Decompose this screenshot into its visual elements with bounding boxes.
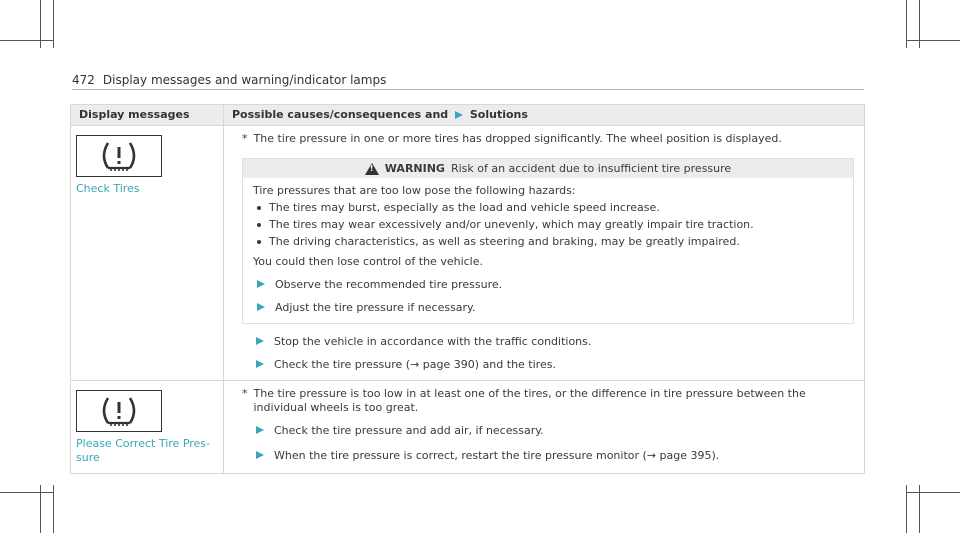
- warning-triangle-icon: [365, 163, 379, 175]
- solution-step: [242, 358, 856, 372]
- step-text: Check the tire pressure (→ page 390) and the tires.: [274, 358, 556, 371]
- header-divider: [72, 89, 864, 90]
- step-arrow-icon: [257, 280, 265, 288]
- list-item: [253, 201, 843, 215]
- step-arrow-icon: [256, 451, 264, 459]
- step-arrow-icon: [256, 426, 264, 434]
- warning-body: [243, 178, 853, 323]
- step-text: Adjust the tire pressure if necessary.: [275, 301, 476, 314]
- bullet-icon: [257, 206, 261, 210]
- warning-intro: Tire pressures that are too low pose the following hazards:: [253, 184, 576, 197]
- lamp-cell: [71, 381, 224, 474]
- lamp-label-line: sure: [76, 451, 100, 464]
- cause-text: The tire pressure in one or more tires has dropped significantly. The wheel position is displayed.: [253, 132, 782, 145]
- step-arrow-icon: [256, 337, 264, 345]
- warning-outro: You could then lose control of the vehicle.: [253, 255, 483, 268]
- causes-cell: [224, 126, 865, 381]
- col-header-causes-text: Possible causes/consequences and: [232, 108, 449, 121]
- crop-mark: [0, 40, 54, 41]
- list-item: [253, 235, 843, 249]
- page-title: Display messages and warning/indicator lamps: [102, 73, 387, 87]
- cause-marker: *: [242, 387, 248, 400]
- cause-line: [242, 387, 856, 415]
- crop-mark: [906, 40, 960, 41]
- tire-pressure-warning-icon: [76, 135, 162, 177]
- warning-subtitle: Risk of an accident due to insufficient tire pressure: [450, 162, 732, 175]
- col-header-display-messages: Display messages: [71, 105, 224, 126]
- warning-header: [243, 159, 853, 178]
- causes-cell: [224, 381, 865, 474]
- lamp-label-correct-tire-pressure: [76, 437, 218, 465]
- warning-step: [253, 278, 843, 292]
- bullet-text: The driving characteristics, as well as steering and braking, may be greatly impaired.: [269, 235, 740, 248]
- cause-text: The tire pressure is too low in at least one of the tires, or the difference in tire pressure between the individual wheels is too great.: [253, 387, 806, 414]
- page-header: [72, 73, 386, 87]
- warning-box: [242, 158, 854, 324]
- step-text: Observe the recommended tire pressure.: [275, 278, 503, 291]
- step-arrow-icon: [257, 303, 265, 311]
- cause-line: [242, 132, 856, 146]
- step-text: Stop the vehicle in accordance with the traffic conditions.: [274, 335, 592, 348]
- bullet-text: The tires may wear excessively and/or unevenly, which may greatly impair tire traction.: [269, 218, 754, 231]
- table-row: [71, 381, 865, 474]
- step-text: Check the tire pressure and add air, if necessary.: [274, 424, 544, 437]
- bullet-text: The tires may burst, especially as the load and vehicle speed increase.: [269, 201, 660, 214]
- tire-pressure-warning-icon: [76, 390, 162, 432]
- list-item: [253, 218, 843, 232]
- solution-step: [242, 424, 856, 438]
- step-text: When the tire pressure is correct, restart the tire pressure monitor (→ page 395).: [274, 449, 720, 462]
- lamp-label-line: Please Correct Tire Pres-: [76, 437, 211, 450]
- bullet-icon: [257, 240, 261, 244]
- warning-step: [253, 301, 843, 315]
- col-header-solutions-text: Solutions: [469, 108, 528, 121]
- lamp-cell: [71, 126, 224, 381]
- step-arrow-icon: [256, 360, 264, 368]
- display-messages-table: [70, 104, 865, 474]
- cause-marker: *: [242, 132, 248, 145]
- solution-step: [242, 449, 856, 463]
- table-row: [71, 126, 865, 381]
- lamp-label-check-tires: Check Tires: [76, 182, 140, 195]
- crop-mark: [906, 492, 960, 493]
- solution-arrow-icon: [455, 111, 463, 119]
- page-number: 472: [72, 73, 95, 87]
- solution-step: [242, 335, 856, 349]
- bullet-icon: [257, 223, 261, 227]
- warning-title: WARNING: [384, 162, 445, 175]
- crop-mark: [0, 492, 54, 493]
- col-header-causes: [224, 105, 865, 126]
- table-header-row: [71, 105, 865, 126]
